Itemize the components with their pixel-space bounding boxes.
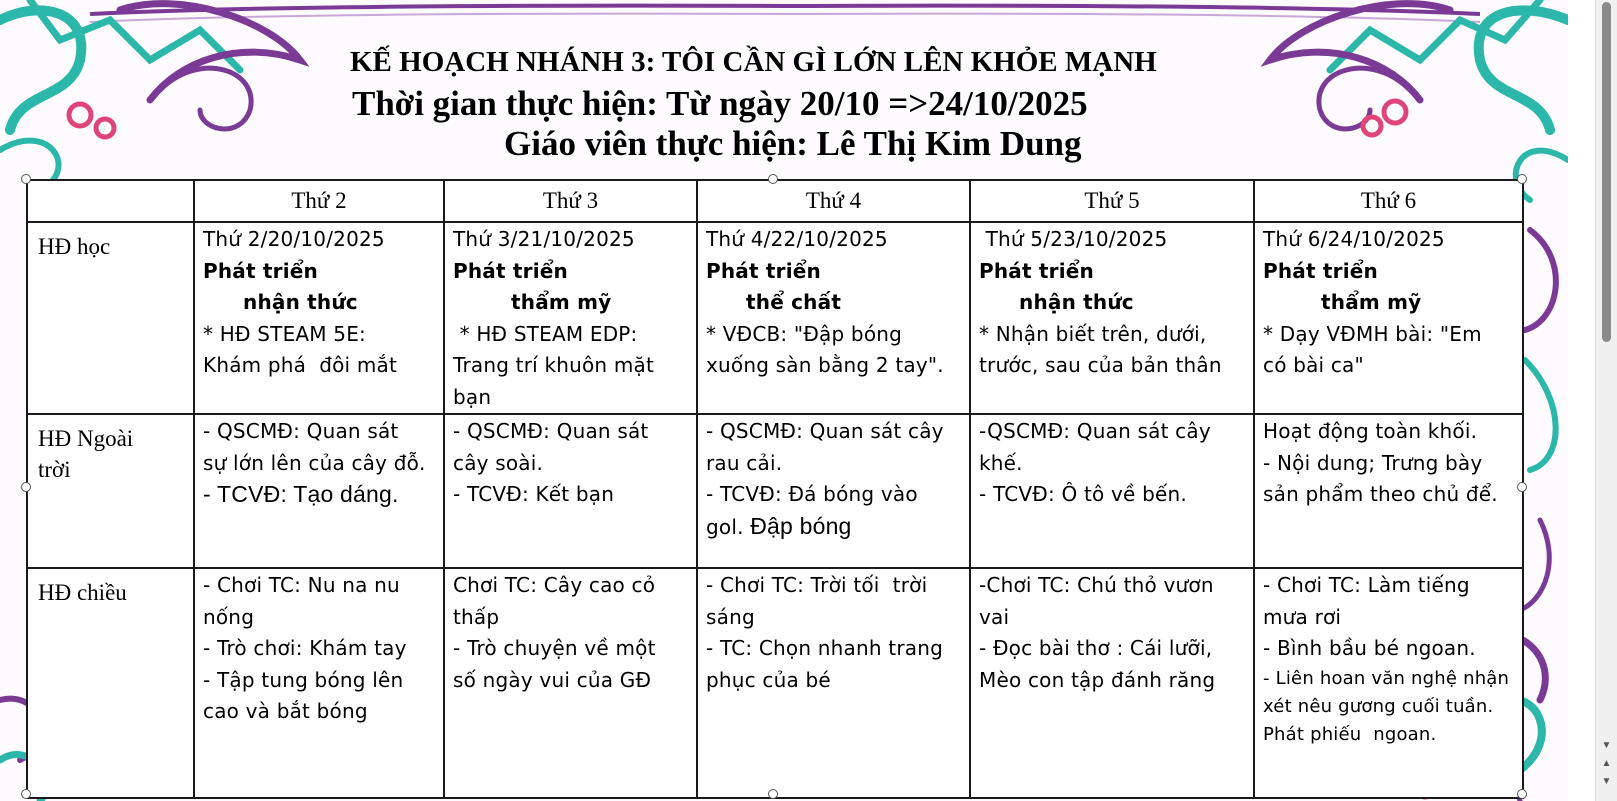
cell-hoc-thu-2[interactable]: Thứ 2/20/10/2025 Phát triển nhận thức * HĐ STEAM 5E: Khám phá đôi mắt [194, 222, 444, 414]
cell-chieu-thu-4[interactable]: - Chơi TC: Trời tối trời sáng - TC: Chọn nhanh trang phục của bé [697, 568, 970, 798]
cell-hoc-thu-6[interactable]: Thứ 6/24/10/2025 Phát triển thẩm mỹ * Dạy VĐMH bài: "Em có bài ca" [1254, 222, 1523, 414]
header-cell-thu-3: Thứ 3 [444, 180, 697, 222]
plan-title: KẾ HOẠCH NHÁNH 3: TÔI CẦN GÌ LỚN LÊN KHỎE MẠNH [350, 46, 1157, 78]
cell-chieu-thu-3[interactable]: Chơi TC: Cây cao cỏ thấp - Trò chuyện về một số ngày vui của GĐ [444, 568, 697, 798]
header-cell-thu-2: Thứ 2 [194, 180, 444, 222]
row-label-hd-hoc: HĐ học [27, 222, 194, 414]
cell-ngoai-thu-2[interactable]: - QSCMĐ: Quan sát sự lớn lên của cây đỗ. - TCVĐ: Tạo dáng. [194, 414, 444, 568]
resize-handle-top-center[interactable] [768, 174, 778, 184]
corner-ornament-top-right [1270, 0, 1568, 200]
vertical-scrollbar[interactable] [1595, 0, 1617, 801]
cell-ngoai-thu-3[interactable]: - QSCMĐ: Quan sát cây soài. - TCVĐ: Kết bạn [444, 414, 697, 568]
cell-chieu-thu-2[interactable]: - Chơi TC: Nu na nu nống - Trò chơi: Khám tay - Tập tung bóng lên cao và bắt bóng [194, 568, 444, 798]
cell-chieu-thu-6[interactable]: - Chơi TC: Làm tiếng mưa rơi - Bình bầu bé ngoan. - Liên hoan văn nghệ nhận xét nêu gương cuối tuần. Phát phiếu ngoan. [1254, 568, 1523, 798]
resize-handle-middle-left[interactable] [21, 482, 31, 492]
cell-ngoai-thu-6[interactable]: Hoạt động toàn khối. - Nội dung; Trưng bày sản phẩm theo chủ để. [1254, 414, 1523, 568]
resize-handle-top-left[interactable] [21, 174, 31, 184]
row-label-hd-chieu: HĐ chiều [27, 568, 194, 798]
resize-handle-top-right[interactable] [1517, 174, 1527, 184]
table-header-row [27, 180, 1523, 222]
resize-handle-bottom-center[interactable] [768, 789, 778, 799]
plan-teacher: Giáo viên thực hiện: Lê Thị Kim Dung [504, 124, 1082, 163]
header-cell-thu-4: Thứ 4 [697, 180, 970, 222]
resize-handle-middle-right[interactable] [1517, 482, 1527, 492]
plan-date-range: Thời gian thực hiện: Từ ngày 20/10 =>24/10/2025 [352, 84, 1088, 123]
row-label-hd-ngoai-troi: HĐ Ngoài trời [27, 414, 194, 568]
table-row-hd-chieu [27, 568, 1523, 798]
cell-ngoai-thu-5[interactable]: -QSCMĐ: Quan sát cây khế. - TCVĐ: Ô tô về bến. [970, 414, 1254, 568]
cell-hoc-thu-4[interactable]: Thứ 4/22/10/2025 Phát triển thể chất * VĐCB: "Đập bóng xuống sàn bằng 2 tay". [697, 222, 970, 414]
scroll-down-arrow-icon[interactable]: ▼ [1601, 740, 1612, 751]
header-cell-empty [27, 180, 194, 222]
weekly-plan-table [26, 179, 1524, 799]
table-row-hd-hoc [27, 222, 1523, 414]
cell-hoc-thu-5[interactable]: Thứ 5/23/10/2025 Phát triển nhận thức * Nhận biết trên, dưới, trước, sau của bản thân [970, 222, 1254, 414]
header-cell-thu-6: Thứ 6 [1254, 180, 1523, 222]
scrollbar-thumb[interactable] [1602, 2, 1611, 342]
page-up-icon[interactable]: ▲ [1601, 758, 1612, 769]
table-row-hd-ngoai-troi [27, 414, 1523, 568]
cell-hoc-thu-3[interactable]: Thứ 3/21/10/2025 Phát triển thẩm mỹ * HĐ STEAM EDP: Trang trí khuôn mặt bạn [444, 222, 697, 414]
resize-handle-bottom-right[interactable] [1517, 789, 1527, 799]
cell-chieu-thu-5[interactable]: -Chơi TC: Chú thỏ vươn vai - Đọc bài thơ : Cái lưỡi, Mèo con tập đánh răng [970, 568, 1254, 798]
corner-ornament-top-left [0, 0, 300, 190]
cell-ngoai-thu-4[interactable]: - QSCMĐ: Quan sát cây rau cải. - TCVĐ: Đá bóng vào gol. Đập bóng [697, 414, 970, 568]
resize-handle-bottom-left[interactable] [21, 789, 31, 799]
page-down-icon[interactable]: ▼ [1601, 776, 1612, 787]
header-cell-thu-5: Thứ 5 [970, 180, 1254, 222]
